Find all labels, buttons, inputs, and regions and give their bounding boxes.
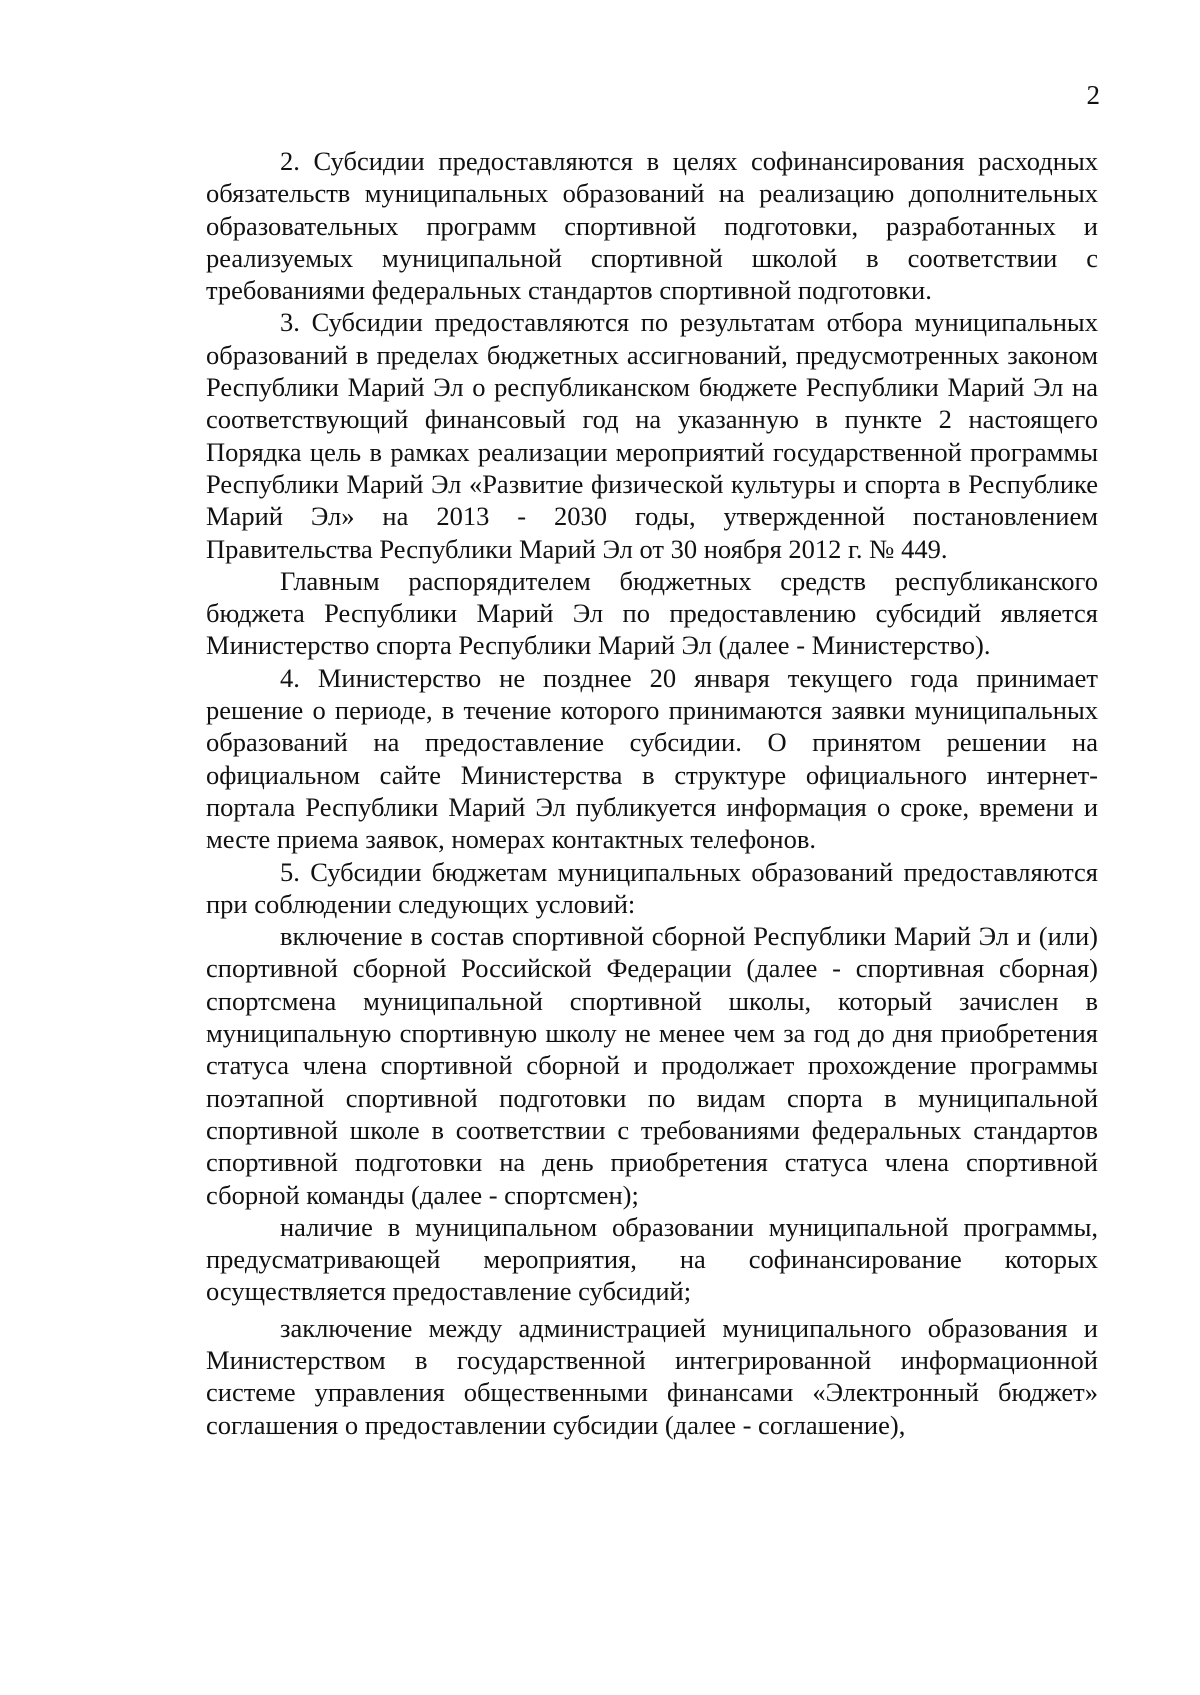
paragraph-2-subsidy-purpose: 2. Субсидии предоставляются в целях софинансирования расходных обязательств муниципальных образований на реализацию дополнительных образовательных программ спортивной подготовки, разработанных и реализуемых муниципальной спортивной школой в соответствии с требованиями федеральных стандартов спортивной подготовки. [206,146,1098,306]
page-number: 2 [1086,80,1100,110]
paragraph-5-conditions: 5. Субсидии бюджетам муниципальных образований предоставляются при соблюдении следующих условий: [206,856,1098,919]
condition-athlete-inclusion: включение в состав спортивной сборной Республики Марий Эл и (или) спортивной сборной Российской Федерации (далее - спортивная сборная) спортсмена муниципальной спортивной школы, который зачислен в муниципальную спортивную школу не менее чем за год до дня приобретения статуса члена спортивной сборной и продолжает прохождение программы поэтапной спортивной подготовки по видам спорта в муниципальной спортивной школе в соответствии с требованиями федеральных стандартов спортивной подготовки на день приобретения статуса члена спортивной сборной команды (далее - спортсмен); [206,921,1098,1210]
document-body [206,145,1098,1441]
paragraph-chief-administrator: Главным распорядителем бюджетных средств республиканского бюджета Республики Марий Эл по предоставлению субсидий является Министерство спорта Республики Марий Эл (далее - Министерство). [206,565,1098,661]
condition-municipal-program: наличие в муниципальном образовании муниципальной программы, предусматривающей мероприятия, на софинансирование которых осуществляется предоставление субсидий; [206,1211,1098,1307]
paragraph-4-ministry-decision: 4. Министерство не позднее 20 января текущего года принимает решение о периоде, в течение которого принимаются заявки муниципальных образований на предоставление субсидии. О принятом решении на официальном сайте Министерства в структуре официального интернет-портала Республики Марий Эл публикуется информация о сроке, времени и месте приема заявок, номерах контактных телефонов. [206,662,1098,855]
paragraph-3-selection: 3. Субсидии предоставляются по результатам отбора муниципальных образований в пределах бюджетных ассигнований, предусмотренных законом Республики Марий Эл о республиканском бюджете Республики Марий Эл на соответствующий финансовый год на указанную в пункте 2 настоящего Порядка цель в рамках реализации мероприятий государственной программы Республики Марий Эл «Развитие физической культуры и спорта в Республике Марий Эл» на 2013 - 2030 годы, утвержденной постановлением Правительства Республики Марий Эл от 30 ноября 2012 г. № 449. [206,307,1098,564]
condition-agreement: заключение между администрацией муниципального образования и Министерством в государственной интегрированной информационной системе управления общественными финансами «Электронный бюджет» соглашения о предоставлении субсидии (далее - соглашение), [206,1312,1098,1440]
